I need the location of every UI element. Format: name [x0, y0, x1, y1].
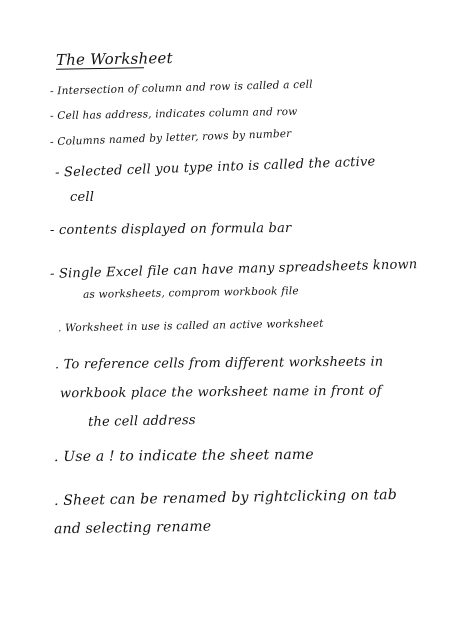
note-line: and selecting rename	[53, 518, 212, 538]
note-line: cell	[70, 190, 95, 205]
note-line: . Use a ! to indicate the sheet name	[53, 446, 314, 466]
note-line: . To reference cells from different worksheets in	[54, 354, 384, 373]
note-line: - Intersection of column and row is called a cell	[49, 78, 313, 98]
note-line: as worksheets, comprom workbook file	[82, 285, 299, 301]
title-underline	[56, 67, 144, 70]
note-line: workbook place the worksheet name in front of	[59, 383, 382, 402]
note-line: the cell address	[87, 413, 196, 430]
note-line: . Sheet can be renamed by rightclicking on tab	[53, 487, 398, 509]
note-line: - Columns named by letter, rows by number	[49, 127, 292, 149]
note-line: . Worksheet in use is called an active worksheet	[57, 317, 324, 335]
note-line: - Cell has address, indicates column and row	[49, 105, 298, 123]
note-line: - contents displayed on formula bar	[49, 220, 292, 239]
note-line: - Selected cell you type into is called the active	[54, 154, 376, 181]
note-line: - Single Excel file can have many spreadsheets known	[49, 257, 418, 282]
page-title: The Worksheet	[55, 48, 173, 70]
